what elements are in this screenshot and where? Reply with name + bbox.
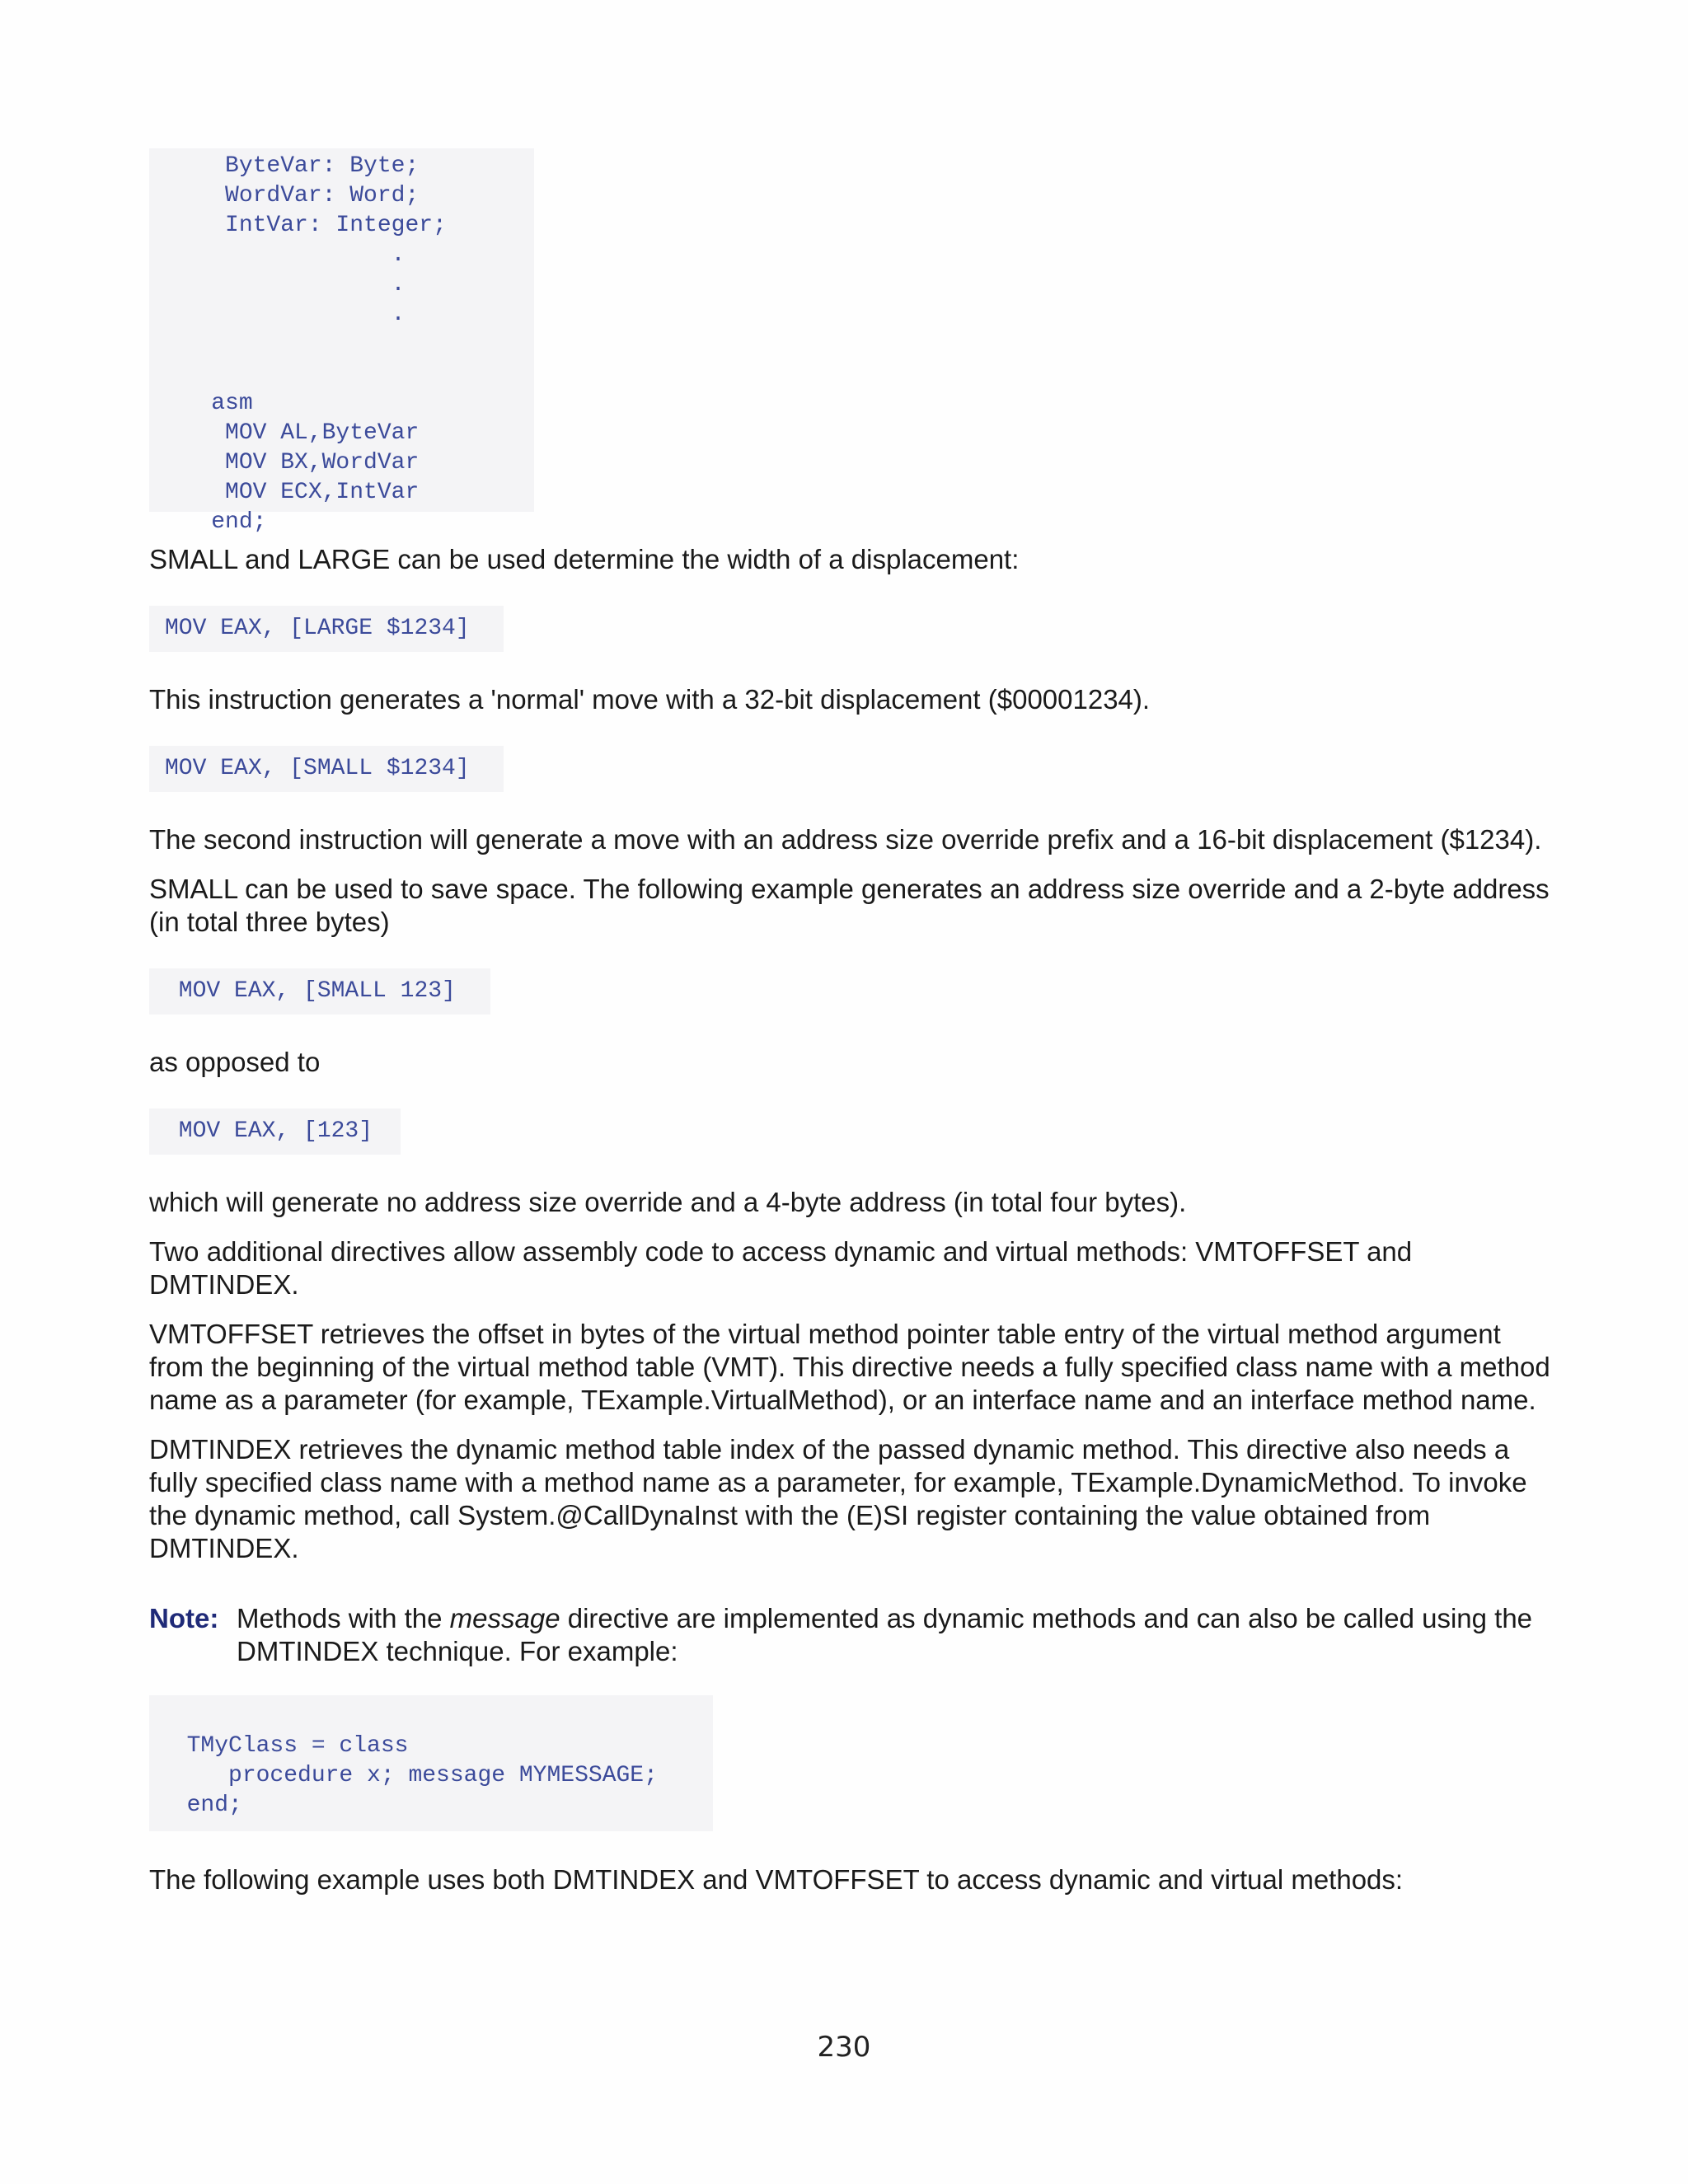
paragraph-normal-move: This instruction generates a 'normal' move with a 32-bit displacement ($00001234). — [149, 684, 1151, 715]
note-text-after: directive are implemented as dynamic methods and can also be called using the DMTINDEX technique. For example: — [237, 1603, 1533, 1666]
code-block-large: MOV EAX, [LARGE $1234] — [149, 606, 504, 652]
note-text — [237, 1602, 1547, 1668]
paragraph-small-large: SMALL and LARGE can be used determine the width of a displacement: — [149, 544, 1020, 574]
paragraph-vmtoffset: VMTOFFSET retrieves the offset in bytes of the virtual method pointer table entry of the virtual method argument from the beginning of the virtual method table (VMT). This directive needs a fully specified class name with a method name as a parameter (for example, TExample.VirtualMethod), or an interface name and an interface method name. — [149, 1319, 1550, 1415]
code-block-tmyclass: TMyClass = class procedure x; message MYMESSAGE; end; — [149, 1695, 713, 1831]
code-block-plain-123: MOV EAX, [123] — [149, 1108, 401, 1155]
paragraph-following-example: The following example uses both DMTINDEX and VMTOFFSET to access dynamic and virtual methods: — [149, 1864, 1404, 1895]
code-block-small-123: MOV EAX, [SMALL 123] — [149, 968, 490, 1015]
note-text-before: Methods with the — [237, 1603, 450, 1633]
page-number: 230 — [817, 2031, 871, 2064]
paragraph-dmtindex: DMTINDEX retrieves the dynamic method table index of the passed dynamic method. This directive also needs a fully specified class name with a method name as a parameter, for example, TExample.DynamicMethod. To invoke the dynamic method, call System.@CallDynaInst with the (E)SI register containing the value obtained from DMTINDEX. — [149, 1434, 1527, 1563]
paragraph-small-save: SMALL can be used to save space. The following example generates an address size override and a 2-byte address (in total three bytes) — [149, 874, 1550, 937]
paragraph-second-instruction: The second instruction will generate a move with an address size override prefix and a 16-bit displacement ($1234). — [149, 824, 1542, 855]
paragraph-as-opposed: as opposed to — [149, 1047, 321, 1077]
note-text-emphasis: message — [449, 1603, 560, 1633]
code-block-var-asm: ByteVar: Byte; WordVar: Word; IntVar: Integer; . . . asm MOV AL,ByteVar MOV BX,WordVar MOV ECX,IntVar end; — [149, 148, 534, 512]
paragraph-no-override: which will generate no address size override and a 4-byte address (in total four bytes). — [149, 1187, 1187, 1217]
paragraph-two-directives: Two additional directives allow assembly code to access dynamic and virtual methods: VMTOFFSET and DMTINDEX. — [149, 1236, 1413, 1300]
note-label: Note: — [149, 1603, 219, 1633]
code-block-small: MOV EAX, [SMALL $1234] — [149, 746, 504, 792]
